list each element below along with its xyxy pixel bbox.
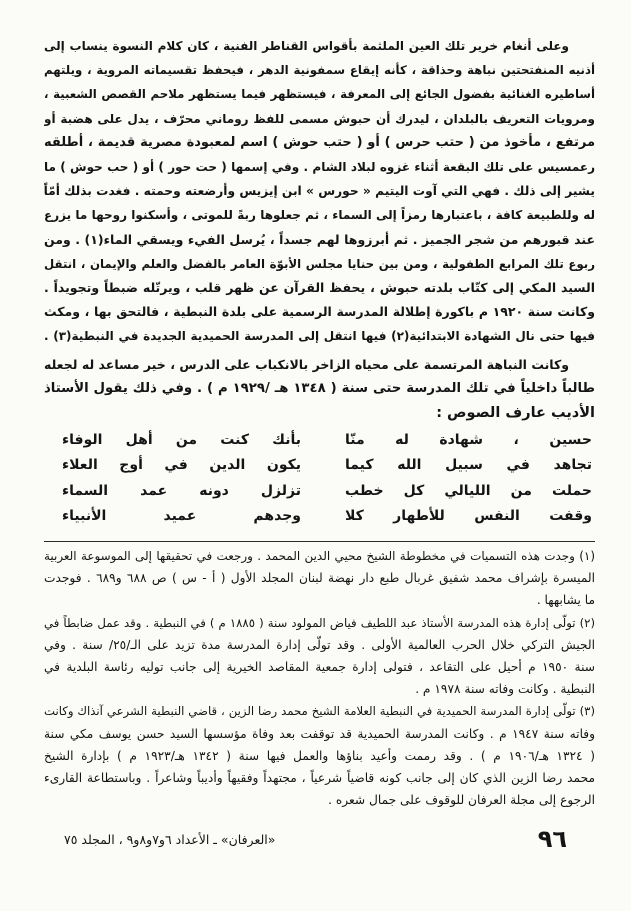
body-line: وكانت سنة ١٩٢٠ م باكورة إطلالة المدرسة الرسمية على بلدة النبطية ، فالتحق بها ، ومكث bbox=[44, 304, 595, 320]
body-line: فيها حتى نال الشهادة الابتدائية(٢) فيها انتقل إلى المدرسة الحميدية الجديدة في النبطية(٣) . bbox=[44, 329, 595, 344]
body-line: ومرويات التعريف بالبلدان ، ليدرك أن حبوش مسمى للفظ روماني محرّف ، يدل على هضبة أو bbox=[44, 111, 595, 126]
poem-first-hemistich: حسين ، شهادة له منّا bbox=[345, 432, 592, 448]
poem-verse bbox=[62, 453, 592, 478]
footnote-line: محمد رضا الزين الذي كان إلى جانب كونه قاضياً شرعياً ، مجتهداً وفقيهاً وأديباً وشاعراً . وباستطاعة القارىء bbox=[44, 770, 595, 785]
poem bbox=[62, 428, 592, 529]
body-line: أذنيه المنفتحتين نباهة وحذاقة ، كأنه إيقاع سمفونية الدهر ، فيحفظ تقسيماته المروية ، ويلتهم bbox=[44, 63, 595, 78]
footnote-line: الرجوع إلى مجلة العرفان للوقوف على جمال شعره . bbox=[328, 793, 595, 808]
footnote-line: الميسرة بإشراف محمد شفيق غربال طبع دار نهضة لبنان المجلد الأول ( أ - س ) ص ٦٨٨ و٦٨٩ . فوجدت bbox=[44, 571, 595, 586]
body-line: مرتفع ، مأخوذ من ( حتب حرس ) أو ( حتب حوش ) اسم لمعبودة مصرية قديمة ، أطلقه bbox=[44, 134, 595, 150]
poem-first-hemistich: تجاهد في سبيل الله كيما bbox=[345, 457, 592, 474]
footnote-line: الجيش التركي خلال الحرب العالمية الأولى . وقد تولّى إدارة المدرسة مدة تزيد على الـ/٢٥/ سنة . وفي bbox=[44, 637, 595, 652]
footnote-line: (٢) تولّى إدارة هذه المدرسة الأستاذ عبد اللطيف فياض المولود سنة ( ١٨٨٥ م ) في النبطية . وقد عمل ضابطاً في bbox=[44, 615, 595, 630]
body-line: له وللطبيعة كافة ، باعتبارها رمزاً إلى السماء ، ثم جعلوها ربةً للموتى ، وأسكنوا روحها ما يزرع bbox=[44, 208, 595, 223]
poem-second-hemistich: يكون الدين في أوج العلاء bbox=[62, 457, 301, 474]
poem-second-hemistich: بأنك كنت من أهل الوفاء bbox=[62, 432, 301, 448]
body-line: ربوع تلك المرابع الطفولية ، ومن بين حنايا مجلس الأبوّة العامر بالفضل والعلم والإيمان ، انتقل bbox=[44, 256, 595, 271]
body-paragraph-1 bbox=[44, 34, 595, 348]
journal-reference: «العرفان» ـ الأعداد ٦و٧و٨و٩ ، المجلد ٧٥ bbox=[64, 831, 276, 847]
poem-verse bbox=[62, 428, 592, 453]
page-number: ٩٦ bbox=[537, 825, 567, 853]
poem-first-hemistich: وقفت النفس للأطهار كلا bbox=[345, 507, 592, 524]
body-line: السيد المكي إلى كتّاب بلدته حبوش ، يحفظ القرآن عن ظهر قلب ، ويرتّله ضبطاً وتجويداً . bbox=[44, 279, 595, 295]
body-line: عند قبورهم من شجر الجميز . ثم أبرزوها لهم جسداً ، يُرسل الفيء ويسقي الماء(١) . ومن bbox=[44, 231, 595, 247]
footnote-line: ما يشابهها . bbox=[536, 593, 595, 608]
body-line: يشير إلى ذلك . فهي التي آوت اليتيم « حورس » ابن إيزيس وأرضعته وحمته . فغدت بذلك أمّاً bbox=[44, 184, 595, 199]
body-line: وعلى أنغام خرير تلك العين الملثمة بأقواس القناطر الفنية ، كان كلام النسوة ينساب إلى bbox=[44, 39, 569, 53]
footnote-line: (١) وجدت هذه التسميات في مخطوطة الشيخ محيي الدين المحمد . ورجعت في تحقيقها إلى الموسوعة العربية bbox=[44, 549, 595, 563]
poem-verse bbox=[62, 479, 592, 504]
body-line: أساطيره الغنائية بفضول الجائع إلى المعرفة ، فيستظهر فيما يستظهر ملاحم القصص الشعبية ، bbox=[44, 87, 595, 102]
body-line: وكانت النباهة المرتسمة على محياه الزاخر بالانكباب على الدرس ، خير مساعد له لجعله bbox=[44, 357, 569, 372]
footnote-line: وفاته سنة ١٩٤٧ م . وكانت المدرسة الحميدية قد توقفت بعد وفاة مؤسسها السيد حسن يوسف مكي سنة bbox=[44, 726, 595, 741]
poem-second-hemistich: تزلزل دونه عمد السماء bbox=[62, 482, 301, 499]
footnote-line: النبطية . وكانت وفاته سنة ١٩٧٨ م . bbox=[415, 682, 595, 697]
footnote-line: (٣) تولّى إدارة المدرسة الحميدية في النبطية العلامة الشيخ محمد رضا الزين ، قاضي النبطية الشرعي آنذاك وكانت bbox=[44, 704, 595, 719]
poem-second-hemistich: وجدهم عميد الأنبياء bbox=[62, 507, 301, 524]
body-paragraph-2 bbox=[44, 353, 595, 425]
page-footer bbox=[64, 824, 567, 854]
poem-verse bbox=[62, 504, 592, 529]
footnote-line: سنة ١٩٥٠ م أحيل على التقاعد ، فتولى إدارة جمعية المقاصد الخيرية إلى جانب توليه رئاسة البلدية في bbox=[44, 659, 595, 674]
body-line: الأديب عارف الصوص : bbox=[436, 405, 595, 421]
poem-first-hemistich: حملت من الليالي كل خطب bbox=[345, 482, 592, 499]
footnotes bbox=[44, 545, 595, 811]
footnote-divider bbox=[44, 541, 595, 542]
body-line: طالباً داخلياً في تلك المدرسة حتى سنة ( ١٣٤٨ هـ /١٩٢٩ م ) . وفي ذلك يقول الأستاذ bbox=[44, 381, 595, 396]
body-line: رعمسيس على تلك البقعة أثناء غزوه لبلاد الشام . وفي إسمها ( حت حور ) أو ( حب حوش ) ما bbox=[44, 159, 595, 174]
footnote-line: ( ١٣٢٤ هـ/١٩٠٦ م ) . وقد رممت وأعيد بناؤها والعمل فيها سنة ( ١٣٤٢ هـ/١٩٢٣ م ) بإدارة الشيخ bbox=[44, 748, 595, 763]
